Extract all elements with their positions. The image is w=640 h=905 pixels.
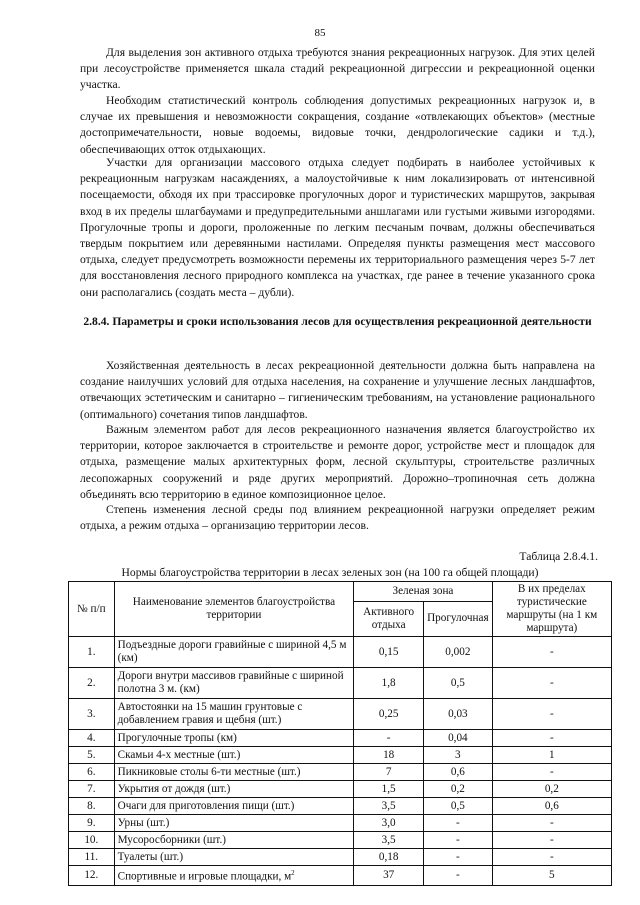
row-tourist: - <box>492 637 611 668</box>
paragraph-recreation-regime: Степень изменения лесной среды под влиянием рекреационной нагрузки определяет режим отдыха, а режим отдыха – организацию территории лесов. <box>80 503 595 533</box>
row-tourist: 0,2 <box>492 781 611 798</box>
table-row <box>69 781 612 798</box>
row-walking: - <box>424 815 493 832</box>
norms-table <box>68 581 612 886</box>
paragraph-recreational-loads: Для выделения зон активного отдыха требуются знания рекреационных нагрузок. Для этих целей при лесоустройстве применяется шкала стадий рекреационной дигрессии и рекреационной оценки участка. <box>80 46 595 92</box>
row-active: 7 <box>354 764 424 781</box>
row-num: 5. <box>69 747 115 764</box>
table-row <box>69 668 612 699</box>
row-name: Укрытия от дождя (шт.) <box>114 781 354 798</box>
row-num: 8. <box>69 798 115 815</box>
table-row <box>69 798 612 815</box>
row-tourist: - <box>492 699 611 730</box>
row-name-superscript: 2 <box>291 869 295 877</box>
table-row <box>69 764 612 781</box>
section-heading: 2.8.4. Параметры и сроки использования лесов для осуществления рекреационной деятельности <box>83 315 592 328</box>
row-tourist: 5 <box>492 866 611 886</box>
row-name-text: Спортивные и игровые площадки, м <box>117 870 292 883</box>
header-num: № п/п <box>69 582 115 637</box>
row-tourist: - <box>492 832 611 849</box>
row-active: 0,25 <box>354 699 424 730</box>
row-walking: 0,002 <box>424 637 493 668</box>
row-walking: 0,5 <box>424 668 493 699</box>
row-tourist: - <box>492 730 611 747</box>
row-walking: - <box>424 849 493 866</box>
row-active: 3,0 <box>354 815 424 832</box>
row-tourist: - <box>492 764 611 781</box>
paragraph-economic-activity: Хозяйственная деятельность в лесах рекреационной деятельности должна быть направлена на создание наилучших условий для отдыха населения, на сохранение и улучшение лесных ландшафтов, отвечающих эстетическим и санитарно – гигиеническим требованиям, на установление рационального (оптимального) сочетания типов ландшафтов. <box>80 359 595 421</box>
row-name: Автостоянки на 15 машин грунтовые с добавлением гравия и щебня (шт.) <box>114 699 354 730</box>
row-active: 18 <box>354 747 424 764</box>
table-row <box>69 730 612 747</box>
row-active: 1,5 <box>354 781 424 798</box>
page-number: 85 <box>314 27 326 39</box>
table-row <box>69 832 612 849</box>
row-walking: 0,04 <box>424 730 493 747</box>
table-header-row <box>69 582 612 602</box>
row-active: 37 <box>354 866 424 886</box>
row-name <box>114 866 354 886</box>
row-tourist: 1 <box>492 747 611 764</box>
row-name: Скамьи 4-х местные (шт.) <box>114 747 354 764</box>
row-num: 9. <box>69 815 115 832</box>
row-walking: 0,03 <box>424 699 493 730</box>
paragraph-mass-recreation-sites: Участки для организации массового отдыха следует подбирать в наиболее устойчивых к рекреационным нагрузкам насаждениях, а малоустойчивые к ним локализировать от интенсивной посещаемости, обходя их при трассировке прогулочных дорог и туристических маршрутов, закрывая вход в их пределы шлагбаумами и предупредительными аншлагами или густыми живыми изгородями. Прогулочные тропы и дороги, проложенные по легким песчаным почвам, должны обеспечиваться твердым покрытием или деревянными настилами. Определяя пункты размещения мест массового отдыха, следует предусмотреть возможности перемены их территориального размещения через 5-7 лет для восстановления лесного природного комплекса на участках, где ранее в течение указанного срока они располагались (создать места – дубли). <box>80 156 595 299</box>
row-tourist: 0,6 <box>492 798 611 815</box>
header-walking: Прогулочная <box>424 601 493 636</box>
row-active: 3,5 <box>354 798 424 815</box>
row-active: 0,18 <box>354 849 424 866</box>
row-tourist: - <box>492 815 611 832</box>
row-walking: - <box>424 832 493 849</box>
row-active: 1,8 <box>354 668 424 699</box>
row-name: Пикниковые столы 6-ти местные (шт.) <box>114 764 354 781</box>
table-number: Таблица 2.8.4.1. <box>519 550 598 563</box>
row-walking: 0,6 <box>424 764 493 781</box>
row-num: 7. <box>69 781 115 798</box>
row-name: Мусоросборники (шт.) <box>114 832 354 849</box>
row-num: 2. <box>69 668 115 699</box>
row-num: 4. <box>69 730 115 747</box>
table-row <box>69 849 612 866</box>
row-num: 6. <box>69 764 115 781</box>
row-name: Урны (шт.) <box>114 815 354 832</box>
row-tourist: - <box>492 668 611 699</box>
table-row <box>69 637 612 668</box>
table-row <box>69 866 612 886</box>
paragraph-landscaping: Важным элементом работ для лесов рекреационного назначения является благоустройство их территории, которое заключается в строительстве и ремонте дорог, устройстве мест и площадок для отдыха, размещение малых архитектурных форм, лесной скульптуры, строительстве различных лесопожарных сооружений и ряде других мероприятий. Дорожно–тропиночная сеть должна объединять всю территорию в единое композиционное целое. <box>80 423 595 501</box>
row-num: 10. <box>69 832 115 849</box>
row-num: 3. <box>69 699 115 730</box>
row-num: 12. <box>69 866 115 886</box>
row-walking: 0,2 <box>424 781 493 798</box>
row-walking: 0,5 <box>424 798 493 815</box>
row-name: Туалеты (шт.) <box>114 849 354 866</box>
table-caption: Нормы благоустройства территории в лесах зеленых зон (на 100 га общей площади) <box>121 566 539 579</box>
row-active: - <box>354 730 424 747</box>
row-num: 1. <box>69 637 115 668</box>
paragraph-statistical-control: Необходим статистический контроль соблюдения допустимых рекреационных нагрузок и, в случае их превышения и невозможности сокращения, создание «отвлекающих объектов» (местные достопримечательности, новые водоемы, видовые точки, дендрологические садики и т.д.), обеспечивающих отток отдыхающих. <box>80 94 595 156</box>
table-row <box>69 699 612 730</box>
row-active: 0,15 <box>354 637 424 668</box>
row-name: Подъездные дороги гравийные с шириной 4,5 м (км) <box>114 637 354 668</box>
header-green-zone: Зеленая зона <box>354 582 492 602</box>
row-name: Прогулочные тропы (км) <box>114 730 354 747</box>
table-row <box>69 815 612 832</box>
row-num: 11. <box>69 849 115 866</box>
row-walking: - <box>424 866 493 886</box>
row-name: Очаги для приготовления пищи (шт.) <box>114 798 354 815</box>
header-name: Наименование элементов благоустройства территории <box>114 582 354 637</box>
header-tourist-routes: В их пределах туристические маршруты (на 1 км маршрута) <box>492 582 611 637</box>
row-tourist: - <box>492 849 611 866</box>
row-active: 3,5 <box>354 832 424 849</box>
row-walking: 3 <box>424 747 493 764</box>
row-name: Дороги внутри массивов гравийные с шириной полотна 3 м. (км) <box>114 668 354 699</box>
header-active-rest: Активного отдыха <box>354 601 424 636</box>
table-row <box>69 747 612 764</box>
